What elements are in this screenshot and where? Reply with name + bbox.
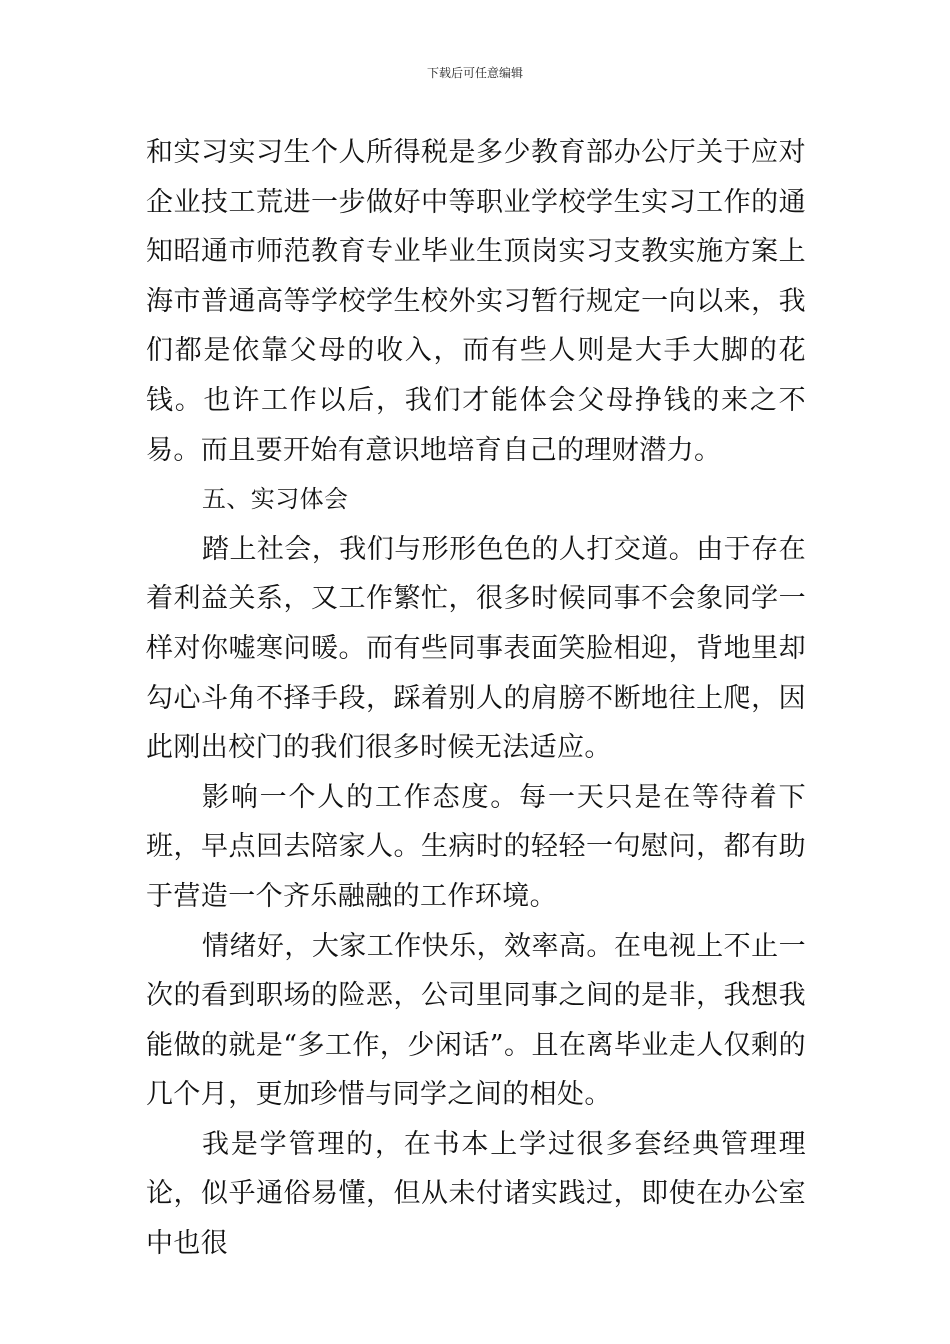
paragraph-2: 踏上社会，我们与形形色色的人打交道。由于存在着利益关系，又工作繁忙，很多时候同事不会象同学一样对你嘘寒问暖。而有些同事表面笑脸相迎，背地里却勾心斗角不择手段，踩着别人的肩膀不断地往上爬，因此刚出校门的我们很多时候无法适应。 [146, 533, 806, 764]
paragraph-3: 影响一个人的工作态度。每一天只是在等待着下班，早点回去陪家人。生病时的轻轻一句慰问，都有助于营造一个齐乐融融的工作环境。 [146, 781, 806, 912]
document-body [146, 128, 806, 1269]
section-heading: 五、实习体会 [202, 485, 349, 514]
paragraph-4: 情绪好，大家工作快乐，效率高。在电视上不止一次的看到职场的险恶，公司里同事之间的是非，我想我能做的就是“多工作，少闲话”。且在离毕业走人仅剩的几个月，更加珍惜与同学之间的相处。 [146, 930, 806, 1111]
paragraph-5: 我是学管理的，在书本上学过很多套经典管理理论，似乎通俗易懂，但从未付诸实践过，即使在办公室中也很 [146, 1128, 806, 1260]
paragraph-1: 和实习实习生个人所得税是多少教育部办公厅关于应对企业技工荒进一步做好中等职业学校学生实习工作的通知昭通市师范教育专业毕业生顶岗实习支教实施方案上海市普通高等学校学生校外实习暂行规定一向以来，我们都是依靠父母的收入，而有些人则是大手大脚的花钱。也许工作以后，我们才能体会父母挣钱的来之不易。而且要开始有意识地培育自己的理财潜力。 [146, 137, 806, 466]
page-header: 下载后可任意编辑 [426, 66, 523, 80]
